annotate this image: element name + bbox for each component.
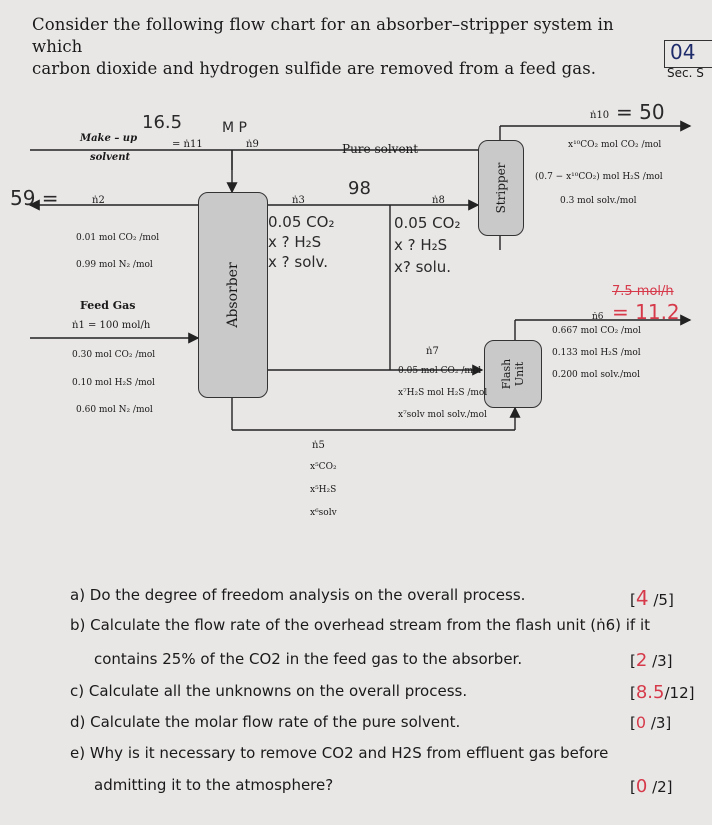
n2-label: ṅ2 [92,195,105,206]
flash-label-2: Unit [513,361,526,387]
marks-a: [4 /5] [630,586,674,610]
n6-h2s: 0.133 mol H₂S /mol [552,348,641,358]
hw-n6-value: = 11.2 [612,300,680,324]
feed-gas-label: Feed Gas [80,299,136,312]
score-b: 2 [635,650,648,671]
n6-label: ṅ6 [592,312,604,322]
pure-solvent-label: Pure solvent [342,142,419,156]
question-d: d) Calculate the molar flow rate of the pure solvent. [70,713,461,731]
question-b-cont: contains 25% of the CO2 in the feed gas to the absorber. [94,650,523,668]
hw-n10-value: = 50 [616,100,665,124]
feed-co2: 0.30 mol CO₂ /mol [72,350,156,360]
hw-mp: M P [222,120,247,136]
hw-makeup-value: 16.5 [142,112,183,133]
question-c: c) Calculate all the unknowns on the overall process. [70,682,468,700]
hw-n3-2: x ? H₂S [268,233,322,251]
n9-label: ṅ9 [246,139,259,150]
absorber-label: Absorber [225,262,241,328]
n10-solv: 0.3 mol solv./mol [560,196,637,206]
n1-label: ṅ1 = 100 mol/h [72,320,151,331]
n3-label: ṅ3 [292,195,305,206]
section-label: Sec. S [667,66,704,80]
feed-h2s: 0.10 mol H₂S /mol [72,378,155,388]
n6-co2: 0.667 mol CO₂ /mol [552,326,641,336]
n6-solv: 0.200 mol solv./mol [552,370,640,380]
score-a: 4 [635,586,649,610]
feed-n2: 0.60 mol N₂ /mol [76,405,153,415]
n10-label: ṅ10 [590,110,610,121]
n10-h2s: (0.7 − x¹⁰CO₂) mol H₂S /mol [535,172,663,182]
n5-h2s: x⁵H₂S [310,485,337,495]
question-a: a) Do the degree of freedom analysis on the overall process. [70,586,526,604]
n7-solv: x⁷solv mol solv./mol [398,410,487,420]
hw-n3-3: x ? solv. [268,253,329,271]
handwritten-section-number: 04 [670,40,696,64]
marks-e: [0 /2] [630,776,673,797]
hw-n6-crossed: 7.5 mol/h [612,284,674,299]
n8-label: ṅ8 [432,195,445,206]
n10-co2: x¹⁰CO₂ mol CO₂ /mol [568,140,662,150]
makeup-label: Make – up [80,133,138,144]
hw-n3-1: 0.05 CO₂ [268,213,335,231]
score-e: 0 [635,776,648,797]
n2-n2: 0.99 mol N₂ /mol [76,260,153,270]
marks-c: [8.5/12] [630,682,695,703]
hw-n2-value: 59 = [10,186,59,210]
intro-line-2: carbon dioxide and hydrogen sulfide are removed from a feed gas. [32,59,597,78]
n7-label: ṅ7 [426,346,439,357]
marks-d: [0 /3] [630,713,672,732]
hw-n8-3: x? solu. [394,258,452,276]
n11-label: = ṅ11 [172,139,203,150]
solvent-label: solvent [90,152,131,163]
hw-n8-1: 0.05 CO₂ [394,214,461,232]
stripper-unit [478,140,524,236]
n5-solv: x⁶solv [310,508,337,518]
question-e-cont: admitting it to the atmosphere? [94,776,334,794]
n5-label: ṅ5 [312,440,325,451]
score-d: 0 [635,713,647,732]
n2-co2: 0.01 mol CO₂ /mol [76,233,160,243]
question-b: b) Calculate the flow rate of the overhead stream from the flash unit (ṅ6) if it [70,616,651,634]
absorber-unit [198,192,268,398]
intro-line-1: Consider the following flow chart for an absorber–stripper system in which [32,15,614,56]
hw-n8-2: x ? H₂S [394,236,448,254]
question-e: e) Why is it necessary to remove CO2 and H2S from effluent gas before [70,744,609,762]
hw-pure-solvent: 98 [348,178,371,199]
n7-h2s: x⁷H₂S mol H₂S /mol [398,388,488,398]
score-c: 8.5 [635,682,665,703]
marks-b: [2 /3] [630,650,673,671]
n7-co2: 0.05 mol CO₂ /mol [398,366,482,376]
flash-unit [484,340,542,408]
n5-co2: x⁵CO₂ [310,462,337,472]
stripper-label: Stripper [494,162,508,214]
flash-label-1: Flash [500,358,513,390]
